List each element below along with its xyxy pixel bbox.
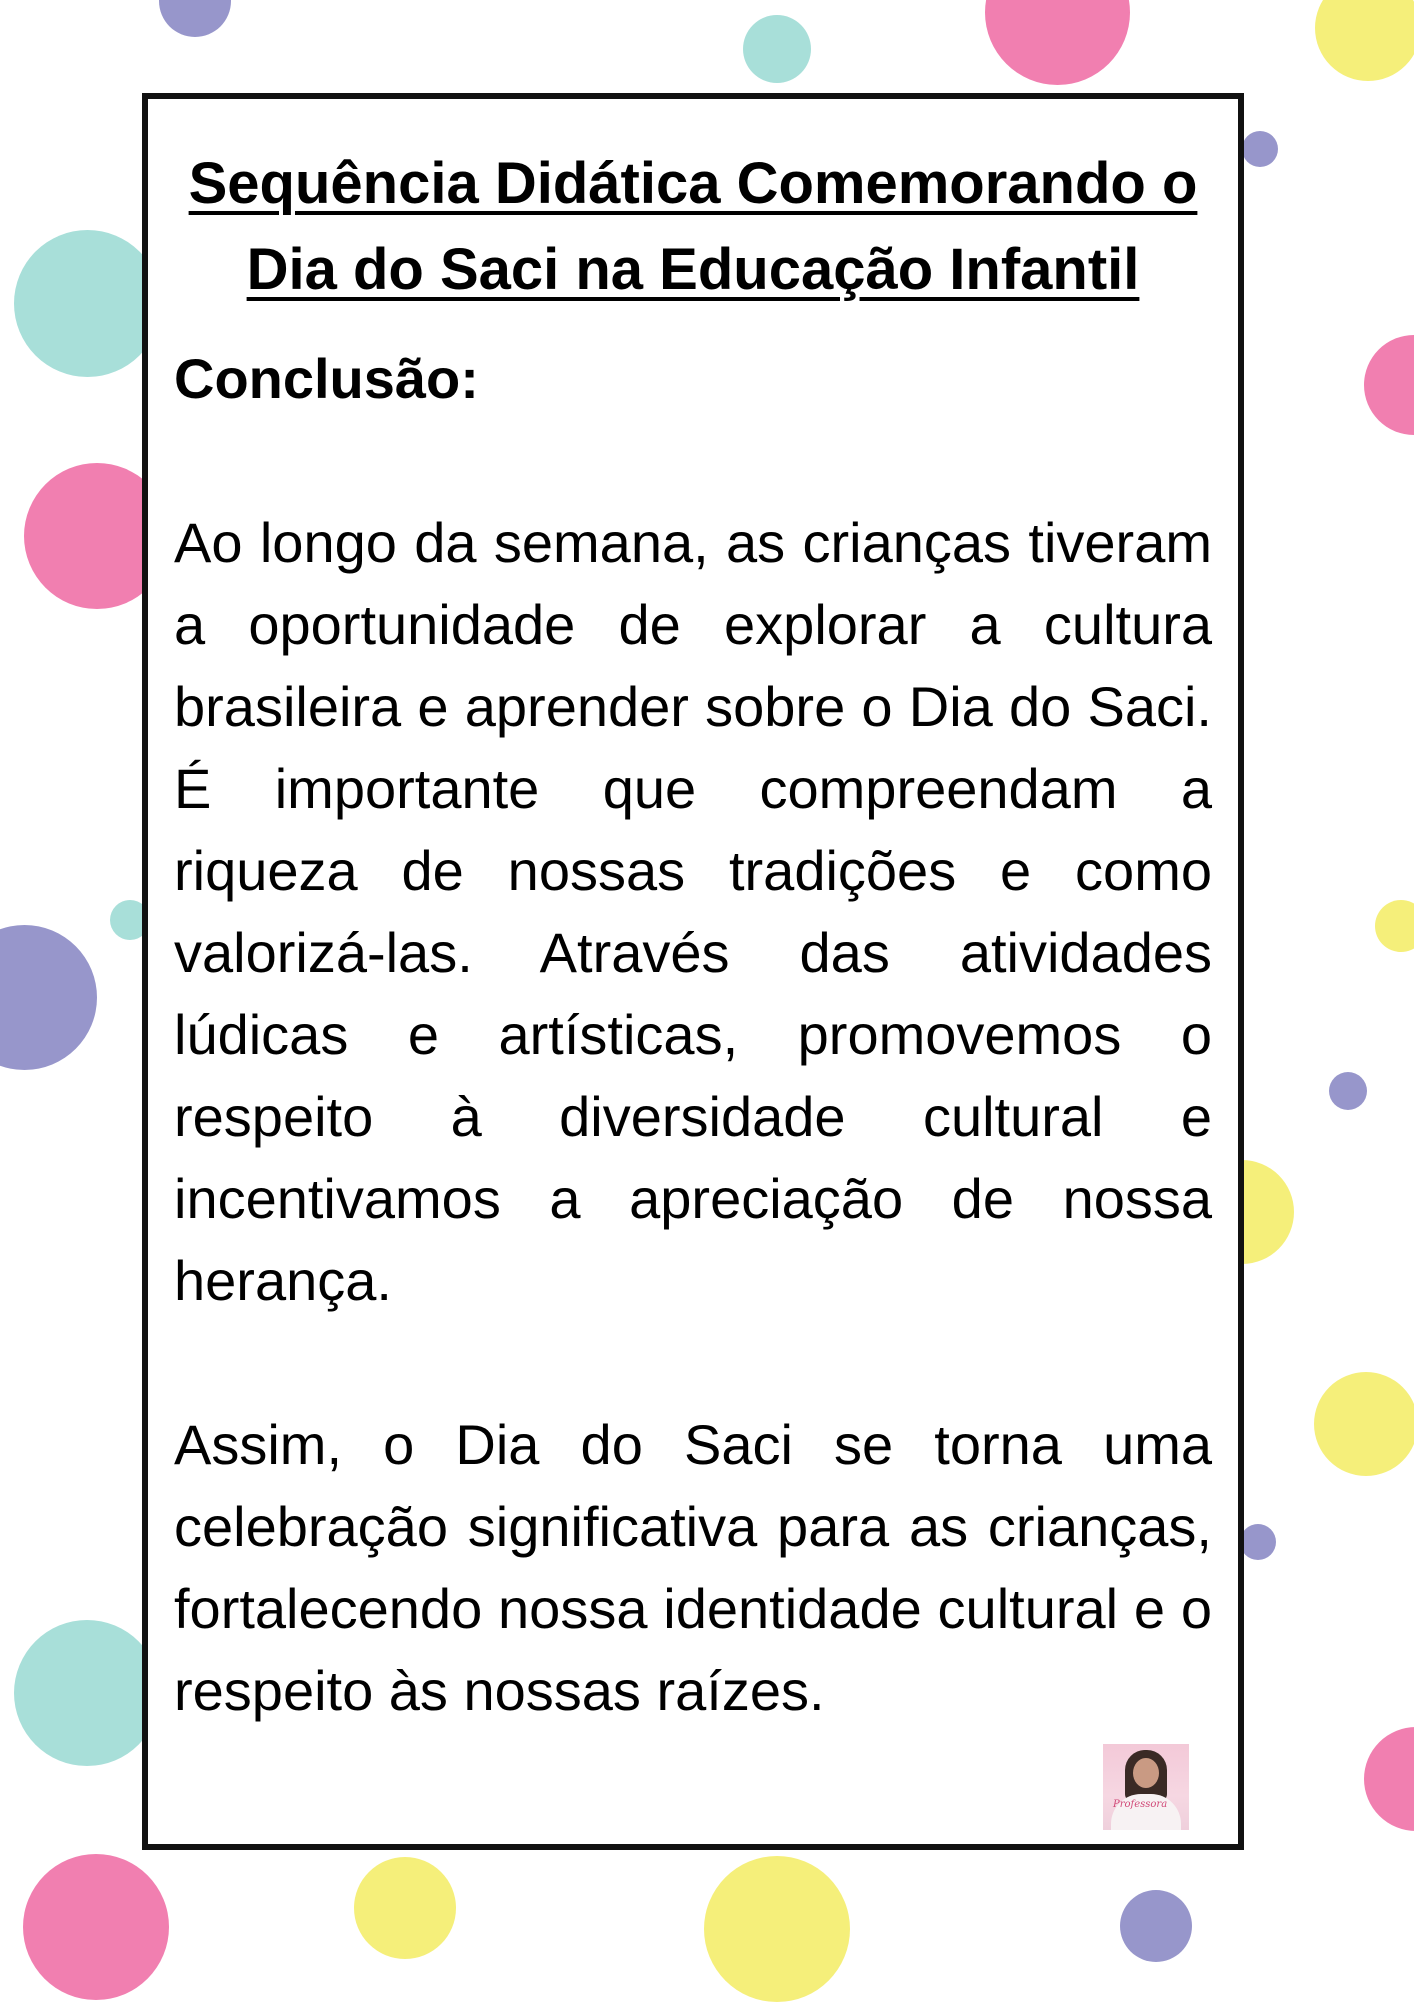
- polka-dot-yellow: [1315, 0, 1414, 81]
- polka-dot-pink: [1364, 335, 1414, 435]
- polka-dot-teal: [14, 1620, 160, 1766]
- polka-dot-teal: [14, 230, 161, 377]
- document-title: Sequência Didática Comemorando o Dia do Saci na Educação Infantil: [188, 151, 1198, 302]
- section-heading: Conclusão:: [174, 347, 479, 410]
- polka-dot-pink: [985, 0, 1130, 85]
- paragraph-1: Ao longo da semana, as crianças tiveram a oportunidade de explorar a cultura brasileira e aprender sobre o Dia do Saci. É importante que compreendam a riqueza de nossas tradições e como valorizá-las. Através das atividades lúdicas e artísticas, promovemos o respeito à diversidade cultural e incentivamos a apreciação de nossa herança.: [174, 511, 1212, 1312]
- polka-dot-purple: [159, 0, 231, 37]
- polka-dot-purple: [1120, 1890, 1192, 1962]
- avatar-shirt-print: Professora: [1113, 1799, 1168, 1810]
- polka-dot-yellow: [1314, 1372, 1414, 1476]
- polka-dot-purple: [1242, 131, 1278, 167]
- polka-dot-purple: [1240, 1524, 1276, 1560]
- avatar-face: [1133, 1758, 1159, 1788]
- polka-dot-pink: [23, 1854, 169, 2000]
- author-avatar: [1103, 1744, 1189, 1830]
- polka-dot-yellow: [354, 1857, 456, 1959]
- polka-dot-purple: [1329, 1072, 1367, 1110]
- polka-dot-purple: [0, 925, 97, 1070]
- polka-dot-teal: [743, 15, 811, 83]
- polka-dot-pink: [1364, 1727, 1414, 1831]
- paragraph-2: Assim, o Dia do Saci se torna uma celebração significativa para as crianças, fortalecendo nossa identidade cultural e o respeito às nossas raízes.: [174, 1413, 1212, 1722]
- polka-dot-yellow: [704, 1856, 850, 2002]
- polka-dot-yellow: [1375, 900, 1414, 952]
- document-body: [174, 338, 1212, 1732]
- content-card: [142, 93, 1244, 1850]
